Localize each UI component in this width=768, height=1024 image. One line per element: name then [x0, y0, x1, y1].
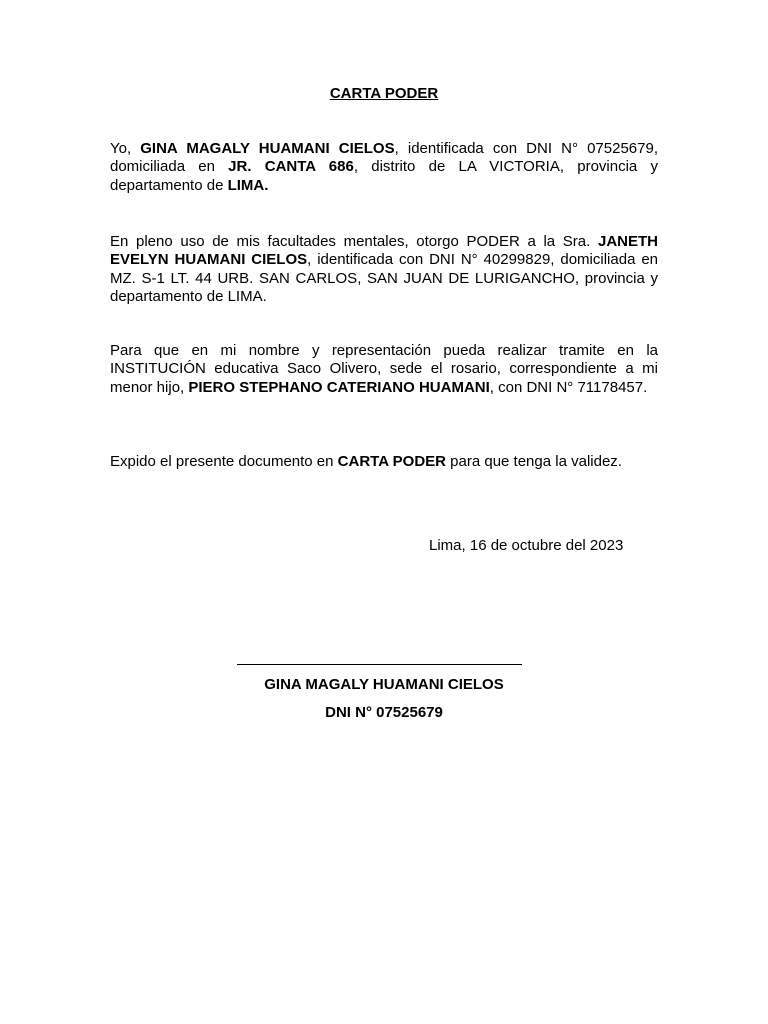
paragraph-attorney [110, 233, 658, 306]
paragraph-text: para que tenga la validez. [446, 453, 622, 470]
signatory-dni: DNI N° 07525679 [325, 704, 443, 721]
paragraph-text: Expido el presente documento en [110, 453, 338, 470]
paragraph-text: Yo, [110, 140, 141, 157]
paragraph-closing [110, 453, 658, 471]
grantor-name: GINA MAGALY HUAMANI CIELOS [140, 140, 395, 157]
paragraph-purpose [110, 342, 658, 397]
paragraph-grantor [110, 140, 658, 195]
document-type: CARTA PODER [337, 453, 446, 470]
paragraph-text: , distrito de LA VICTORIA, provincia y departamento de [110, 158, 658, 194]
document-title: CARTA PODER [329, 85, 439, 102]
paragraph-text: En pleno uso de mis facultades mentales, otorgo PODER a la Sra. [110, 233, 598, 250]
paragraph-text: Para que en mi nombre y representación pueda realizar tramite en la INSTITUCIÓN educativa Saco Olivero, sede el rosario, correspondiente a mi menor hijo, [110, 342, 658, 396]
document-date: Lima, 16 de octubre del 2023 [429, 537, 624, 554]
paragraph-text: , con DNI N° 71178457. [489, 378, 648, 396]
attorney-name: JANETH EVELYN HUAMANI CIELOS [110, 233, 658, 269]
grantor-address: JR. CANTA 686 [228, 158, 354, 176]
grantor-department: LIMA. [227, 176, 269, 194]
paragraph-text: , identificada con DNI N° 40299829, domiciliada en MZ. S-1 LT. 44 URB. SAN CARLOS, SAN JUAN DE LURIGANCHO, provincia y departamento de LIMA. [110, 251, 659, 305]
child-name: PIERO STEPHANO CATERIANO HUAMANI [188, 378, 490, 396]
signatory-name: GINA MAGALY HUAMANI CIELOS [264, 676, 504, 693]
paragraph-text: , identificada con DNI N° 07525679, domiciliada en [110, 140, 658, 176]
signature-line [237, 664, 522, 665]
